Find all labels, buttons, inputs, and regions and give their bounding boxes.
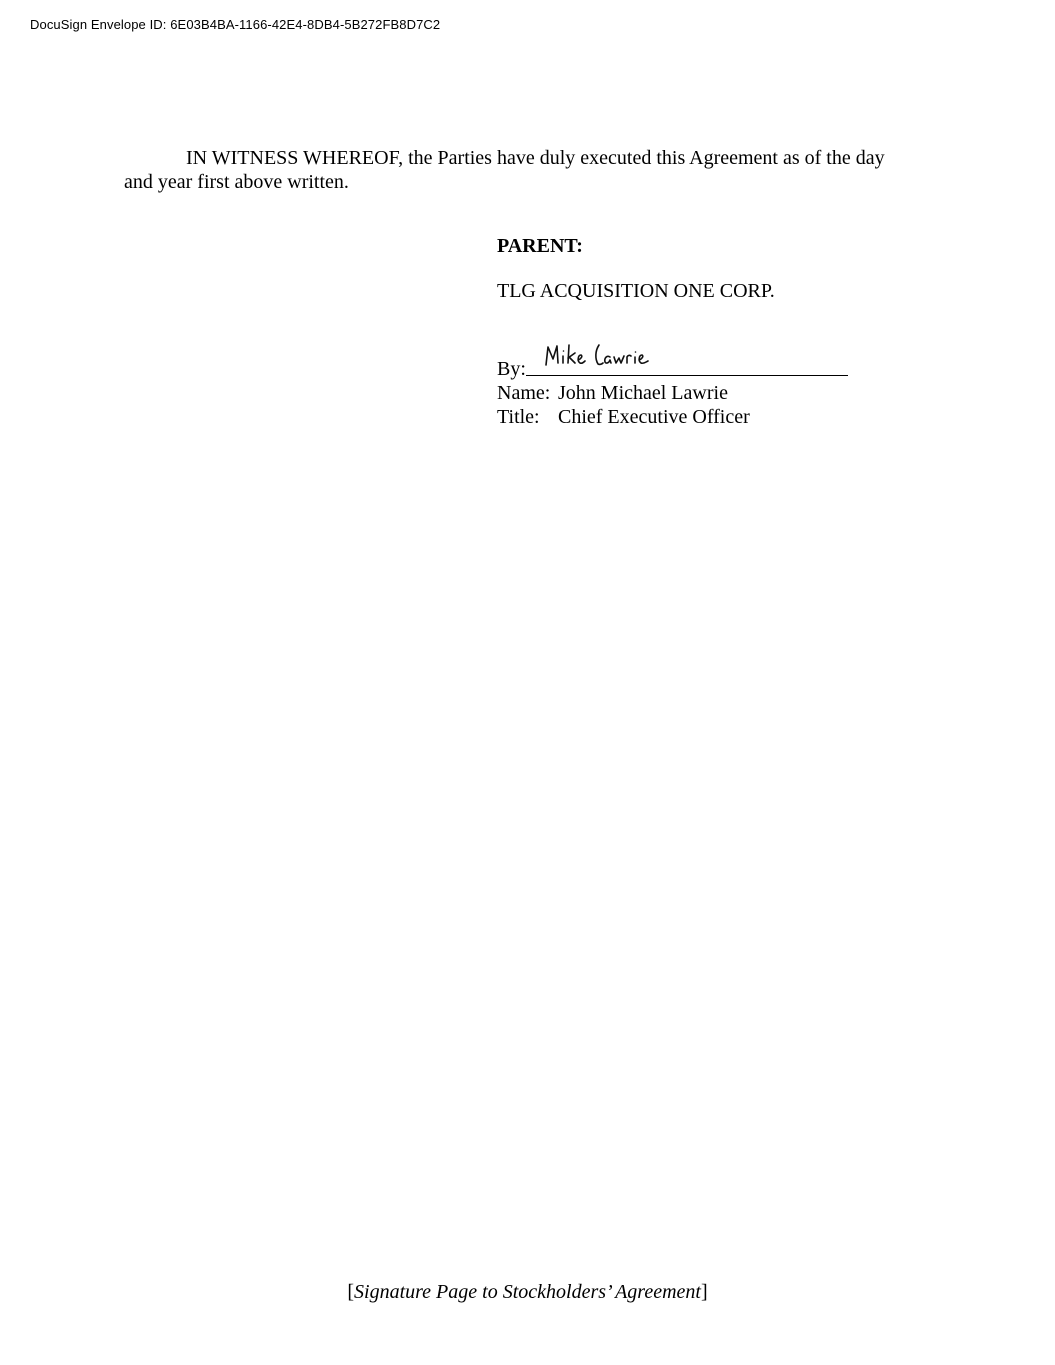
title-row [497,405,857,429]
footer-open-bracket: [ [347,1281,355,1303]
signatory-name: John Michael Lawrie [558,382,728,404]
witness-paragraph [124,146,924,194]
name-label: Name: [497,382,551,404]
company-name: TLG ACQUISITION ONE CORP. [497,280,775,302]
signature-line [526,375,848,376]
footer-text: Signature Page to Stockholders’ Agreement [354,1281,701,1303]
title-label: Title: [497,406,540,428]
signatory-title: Chief Executive Officer [558,406,750,428]
witness-line-2: and year first above written. [124,171,349,193]
signature-block [497,234,857,429]
handwritten-signature [543,339,663,375]
docusign-envelope-id: DocuSign Envelope ID: 6E03B4BA-1166-42E4-8DB4-5B272FB8D7C2 [30,17,441,32]
party-label: PARENT: [497,235,583,257]
footer-close-bracket: ] [700,1281,708,1303]
signature-page-footer [0,1280,1055,1304]
name-row [497,381,857,405]
signature-line-row [497,357,857,381]
witness-line-1: IN WITNESS WHEREOF, the Parties have duly executed this Agreement as of the day [186,147,885,169]
by-label: By: [497,358,526,380]
